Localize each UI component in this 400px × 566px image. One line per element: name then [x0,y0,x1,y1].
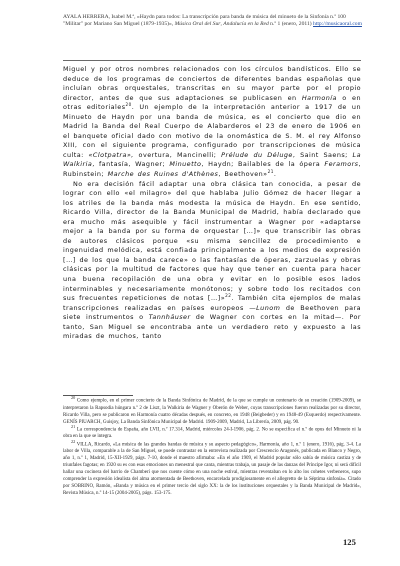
separator: , [220,21,224,28]
italic-run: Minuetto [169,160,202,169]
footnote-number: 22 [71,438,76,444]
text-run: . [273,170,277,179]
footnote-text: La correspondencia de España, año LVII, n.º 17.314, Madrid, miércoles 24-I-1906, pág. 2. No se especifica el n.º de opus del Minueto ni la obra en la que se integra. [63,427,362,440]
text-run: overtura, Mancinelli; [133,150,222,159]
journal-link[interactable]: http://musicaoral.com [313,21,362,28]
text-run: . También cita ejemplos de malas transcripciones realizadas en países europeos — [63,294,361,312]
italic-run: Marche des Ruines d'Athènes [107,170,219,179]
footnote-number: 20 [71,395,76,400]
footnote-21 [63,423,362,442]
footnotes [63,395,362,498]
running-head [63,14,363,28]
page-number: 125 [343,537,356,547]
paragraph-2 [63,180,361,342]
issue-info: n.º 1 (enero, 2011) [268,21,314,28]
footnote-ref[interactable]: 21 [267,168,274,174]
italic-run: «Clotpatra», [88,150,134,159]
text-run: o en otras editoriales [63,93,361,112]
italic-run: La Walkiria [63,150,361,169]
text-run: de Wagner con cortes en la mitad—. Por tanto, San Miguel se encontraba ante un verdadero reto y expuesto a las miradas de muchos, tanto [63,313,361,341]
journal-title: Música Oral del Sur [174,21,221,28]
italic-run: Lunom [256,303,281,312]
footnote-20 [63,395,362,426]
footnote-22 [63,438,362,498]
text-run: , Beethoven» [218,170,268,179]
text-run: , fantasía, Wagner; [92,160,170,169]
journal-subtitle: Andalucía en la Red [223,21,269,28]
text-run: , Haydn; Bailables de la ópera [201,160,325,169]
text-run: No era decisión fácil adaptar una obra clásica tan conocida, a pesar de lograr con ello «el milagro» del que hablaba Julio Gómez de hacer llegar a los atriles de la banda más modesta la música de Haydn. En ese sentido, Ricardo Villa, director de la Banda Municipal de Madrid, había declarado que era mucho más asequible y fácil instrumentar a Wagner por «adaptarse mejor a la banda por su forma de orquestar […]» que transcribir las obras de autores clásicos porque «su misma sencillez de procedimiento e ingenuidad melódica, está confiada principalmente a los medios de expresión […] de los que la banda carece» o las fantasías de óperas, zarzuelas y obras clásicas por la multitud de factores que hay que tener en cuenta para hacer una buena recopilación de una obra y evitar en lo posible esos lados interminables y necesariamente monótonos; y sobre todo los recitados con sus frecuentes repeticiones de notas […]» [63,179,361,303]
footnote-ref[interactable]: 20 [125,102,132,108]
citation-text: AYALA HERRERA, Isabel M.ª, «Haydn para todos: La transcripción para banda de música del minueto de la Sinfonía n.º 100 "Militar" por Mariano San Miguel (1879-1935)», [63,14,346,28]
text-run: . Un ejemplo de la interpretación anterior a 1917 de un Minueto de Haydn por una banda de música, es el concierto que dio en Madrid la Banda del Real Cuerpo de Alabarderos el 23 de enero de 1906 en el banquete oficial dado con motivo de la onomástica de S. M. el rey Alfonso XIII, con el siguiente programa, configurado por transcripciones de música culta: [63,103,361,159]
paragraph-1 [63,65,361,180]
header-rule [63,60,361,61]
text-run: , Saint Saens; [292,150,353,159]
footnote-number: 21 [71,423,76,429]
italic-run: Tannhäuser [148,313,191,322]
italic-run: Prélude du Déluge [221,150,293,159]
footnote-ref[interactable]: 22 [225,292,232,298]
text-run: de Beethoven para siete instrumentos o [63,303,361,322]
footnote-text: VILLA, Ricardo, «La música de las grandes bandas de música y su aspecto pedagógico», Harmonía, año 1, n.º 1 (enero, 1916), pág. 3-4. La labor de Villa, comparable a la de San Miguel, se puede contrastar en la entrevista realizada por Crescencio Aragonés, publicada en Blanco y Negro, año 1, n.º 1, Madrid, 15-XII-1929, págs. 7-10, donde el maestro afirmaba: «En el año 1909, el Madrid popular sólo sabía de música castiza y de triunfales fagotas; en 1920 su es con esas emociones un menestral que canta, mientras trabaja, un pasaje de las danzas del Príncipe Igor, ni será difícil hallar una cocinera del barrio de Chamberí que nos cuente cómo en una noche estival, mientras reventaban en lo alto los cohetes verbeneros, supo comprender la expresión idealista del alma atormentada de Beethoven, encarcelada prodigiosamente en el allegretto de la Séptima sinfonía». Citado por SOBRINO, Ramón, «Banda y música en el primer tercio del siglo XX: la de los instituciones orquestales y la Banda Municipal de Madrid», Revista Música, n.º 14-15 (2004-2005), págs. 153-175. [63,442,362,496]
italic-run: Harmonía [301,93,337,102]
footnote-text: Como ejemplo, en el primer concierto de la Banda Sinfónica de Madrid, de la que se cumple un centenario de su creación (1909-2009), se interpretaron la Rapsodia húngara n.º 2 de Liszt, la Walkiria de Wagner y Oberón de Weber, cuyas transcripciones fueron realizadas por su director, Ricardo Villa, pero se publicaron en Harmonía cuatro décadas después, en concreto, en 1948 (Beigbeder) y en 1948-49 (Esquerdo) respectivamente. GENÍS PIUARCH, Guisjoy, La Banda Sinfónica Municipal de Madrid. 1909-2009, Madrid, La Librería, 2009, pág. 90. [63,398,362,425]
body-text [63,65,361,342]
text-run: Miguel y por otros nombres relacionados con los círculos bandísticos. Ello se deduce de los programas de conciertos de diferentes bandas españolas que incluían obras orquestales, transcritas en su mayor parte por el propio director, antes de que sus adaptaciones se publicasen en [63,65,361,102]
text-run: , Rubinstein; [63,160,361,179]
italic-run: Feramors [324,160,359,169]
